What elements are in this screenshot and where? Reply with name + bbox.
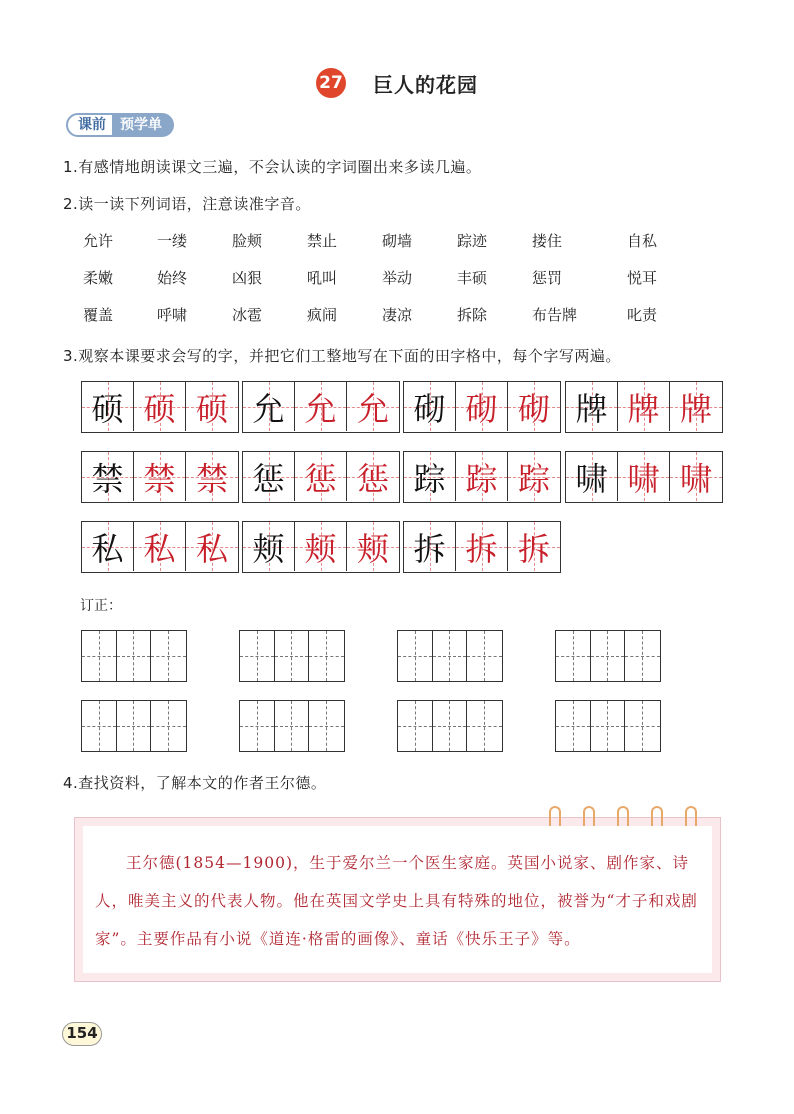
word-list [83,230,703,341]
binder-ring-icon [651,806,663,826]
badge-part1: 课前 [66,113,114,137]
char-grid [565,451,723,503]
char-grid [403,451,561,503]
word: 柔嫩 [83,269,114,287]
char-grid [403,381,561,433]
binder-ring-icon [617,806,629,826]
practice-char: 惩 [347,452,399,501]
word: 拆除 [457,306,488,324]
binder-ring-icon [549,806,561,826]
practice-char: 禁 [134,452,186,501]
correction-grid[interactable] [397,700,503,752]
word: 自私 [627,232,658,250]
model-char: 颊 [243,522,295,571]
model-char: 惩 [243,452,295,501]
practice-char: 硕 [134,382,186,431]
model-char: 踪 [404,452,456,501]
word: 脸颊 [232,232,263,250]
word: 禁止 [307,232,338,250]
practice-char: 颊 [347,522,399,571]
lesson-header [0,68,794,98]
char-grid [81,451,239,503]
model-char: 允 [243,382,295,431]
practice-char: 啸 [618,452,670,501]
correction-grid[interactable] [239,700,345,752]
word: 凄凉 [382,306,413,324]
practice-char: 砌 [508,382,560,431]
author-info-text: 王尔德(1854—1900)，生于爱尔兰一个医生家庭。英国小说家、剧作家、诗人，唯美主义的代表人物。他在英国文学史上具有特殊的地位，被誉为“才子和戏剧家”。主要作品有小说《道连·格雷的画像》、童话《快乐王子》等。 [95,854,698,948]
practice-char: 啸 [670,452,722,501]
word: 冰雹 [232,306,263,324]
section-badge [66,113,174,137]
model-char: 牌 [566,382,618,431]
practice-char: 牌 [618,382,670,431]
word-row [83,304,703,341]
practice-char: 颊 [295,522,347,571]
char-grid [242,381,400,433]
correction-label: 订正： [80,598,122,614]
char-grid [81,521,239,573]
practice-char: 硕 [186,382,238,431]
practice-char: 拆 [456,522,508,571]
practice-char: 踪 [456,452,508,501]
word: 吼叫 [307,269,338,287]
correction-grid[interactable] [81,700,187,752]
word: 砌墙 [382,232,413,250]
lesson-title: 巨人的花园 [373,72,479,97]
word: 搂住 [532,232,563,250]
question-3: 3.观察本课要求会写的字，并把它们工整地写在下面的田字格中，每个字写两遍。 [63,347,621,365]
word: 疯闹 [307,306,338,324]
model-char: 拆 [404,522,456,571]
word: 举动 [382,269,413,287]
model-char: 硕 [82,382,134,431]
word: 惩罚 [532,269,563,287]
practice-char: 惩 [295,452,347,501]
model-char: 禁 [82,452,134,501]
practice-char: 砌 [456,382,508,431]
practice-char: 牌 [670,382,722,431]
model-char: 啸 [566,452,618,501]
binder-ring-icon [685,806,697,826]
word: 丰硕 [457,269,488,287]
binder-ring-icon [583,806,595,826]
word: 一缕 [157,232,188,250]
char-grid [81,381,239,433]
word: 叱责 [627,306,658,324]
word: 踪迹 [457,232,488,250]
lesson-number-badge: 27 [316,68,346,98]
practice-char: 拆 [508,522,560,571]
model-char: 砌 [404,382,456,431]
correction-grid[interactable] [397,630,503,682]
correction-grid[interactable] [81,630,187,682]
char-grid [403,521,561,573]
practice-char: 私 [134,522,186,571]
word: 允许 [83,232,114,250]
correction-grid[interactable] [555,630,661,682]
question-4: 4.查找资料，了解本文的作者王尔德。 [63,774,327,792]
correction-grid[interactable] [555,700,661,752]
model-char: 私 [82,522,134,571]
word: 悦耳 [627,269,658,287]
question-1: 1.有感情地朗读课文三遍，不会认读的字词圈出来多读几遍。 [63,158,482,176]
badge-part2: 预学单 [114,113,174,137]
word: 呼啸 [157,306,188,324]
word: 凶狠 [232,269,263,287]
question-2: 2.读一读下列词语，注意读准字音。 [63,195,311,213]
char-grid [242,451,400,503]
char-grid [565,381,723,433]
practice-char: 允 [347,382,399,431]
practice-char: 踪 [508,452,560,501]
practice-char: 允 [295,382,347,431]
author-info-card [74,817,721,982]
page-number: 154 [62,1022,102,1046]
correction-grid[interactable] [239,630,345,682]
author-info-inner [83,826,712,973]
word: 始终 [157,269,188,287]
word: 布告牌 [532,306,578,324]
practice-char: 禁 [186,452,238,501]
word-row [83,267,703,304]
practice-char: 私 [186,522,238,571]
char-grid [242,521,400,573]
word-row [83,230,703,267]
word: 覆盖 [83,306,114,324]
